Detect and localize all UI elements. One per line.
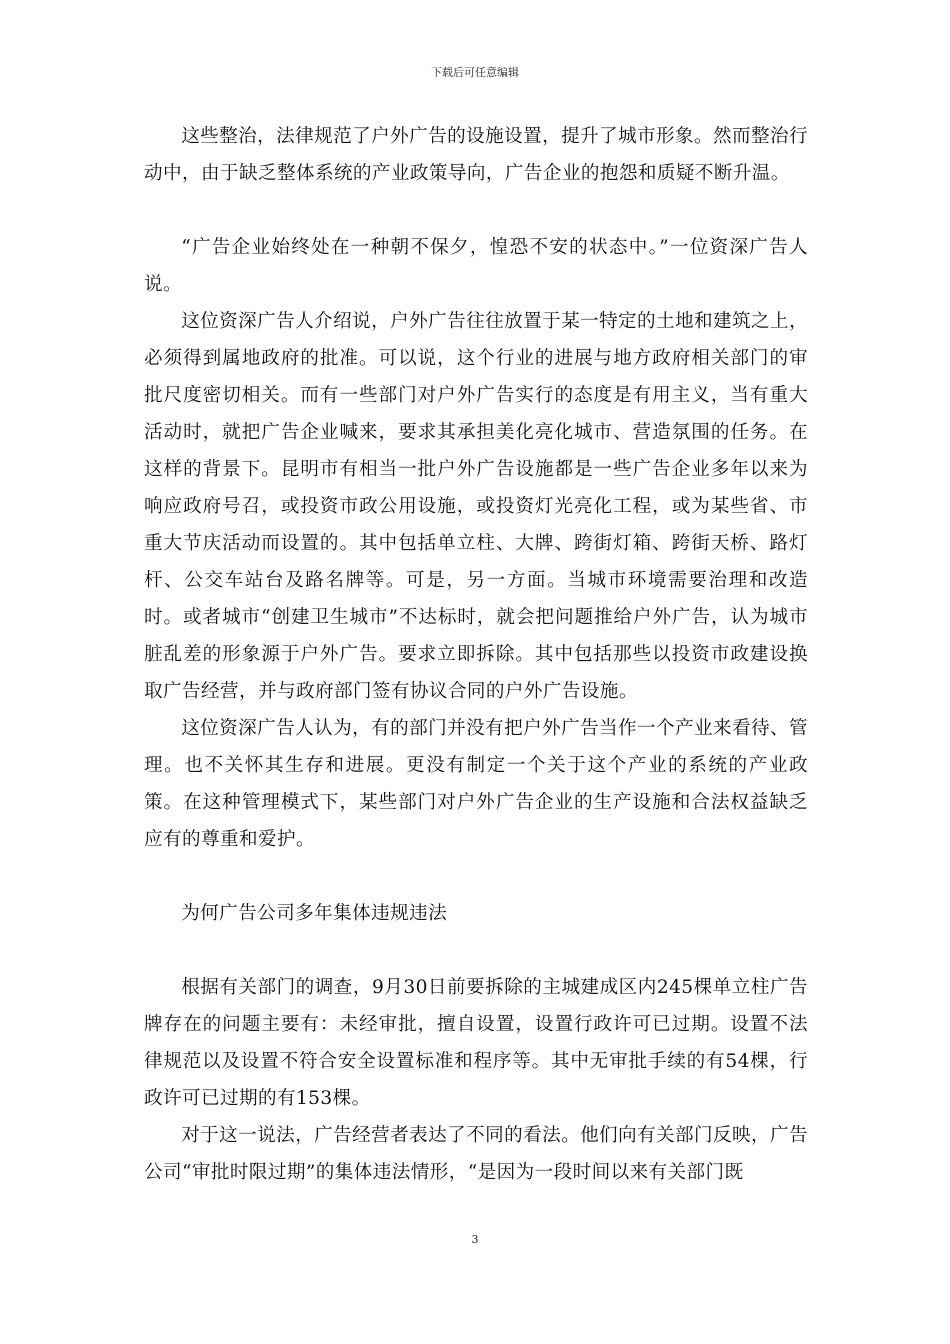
page-header: 下载后可任意编辑	[431, 66, 519, 79]
page-number: 3	[471, 1233, 479, 1246]
paragraph-6: 对于这一说法，广告经营者表达了不同的看法。他们向有关部门反映，广告公司“审批时限过期”的集体违法情形，“是因为一段时间以来有关部门既	[144, 1125, 808, 1183]
section-heading: 为何广告公司多年集体违规违法	[181, 903, 448, 924]
paragraph-4: 这位资深广告人认为，有的部门并没有把户外广告当作一个产业来看待、管理。也不关怀其生存和进展。更没有制定一个关于这个产业的系统的产业政策。在这种管理模式下，某些部门对户外广告企业的生产设施和合法权益缺乏应有的尊重和爱护。	[144, 718, 808, 850]
paragraph-3: 这位资深广告人介绍说，户外广告往往放置于某一特定的土地和建筑之上，必须得到属地政府的批准。可以说，这个行业的进展与地方政府相关部门的审批尺度密切相关。而有一些部门对户外广告实行的态度是有用主义，当有重大活动时，就把广告企业喊来，要求其承担美化亮化城市、营造氛围的任务。在这样的背景下。昆明市有相当一批户外广告设施都是一些广告企业多年以来为响应政府号召，或投资市政公用设施，或投资灯光亮化工程，或为某些省、市重大节庆活动而设置的。其中包括单立柱、大牌、跨街灯箱、跨街天桥、路灯杆、公交车站台及路名牌等。可是，另一方面。当城市环境需要治理和改造时。或者城市“创建卫生城市”不达标时，就会把问题推给户外广告，认为城市脏乱差的形象源于户外广告。要求立即拆除。其中包括那些以投资市政建设换取广告经营，并与政府部门签有协议合同的户外广告设施。	[144, 311, 808, 702]
paragraph-2: “广告企业始终处在一种朝不保夕，惶恐不安的状态中。”一位资深广告人说。	[144, 237, 808, 295]
paragraph-1: 这些整治，法律规范了户外广告的设施设置，提升了城市形象。然而整治行动中，由于缺乏整体系统的产业政策导向，广告企业的抱怨和质疑不断升温。	[144, 126, 808, 184]
body-text	[144, 118, 808, 1191]
paragraph-5: 根据有关部门的调查，9月30日前要拆除的主城建成区内245棵单立柱广告牌存在的问题主要有：未经审批，擅自设置，设置行政许可已过期。设置不法律规范以及设置不符合安全设置标准和程序等。其中无审批手续的有54棵，行政许可已过期的有153棵。	[144, 977, 808, 1109]
